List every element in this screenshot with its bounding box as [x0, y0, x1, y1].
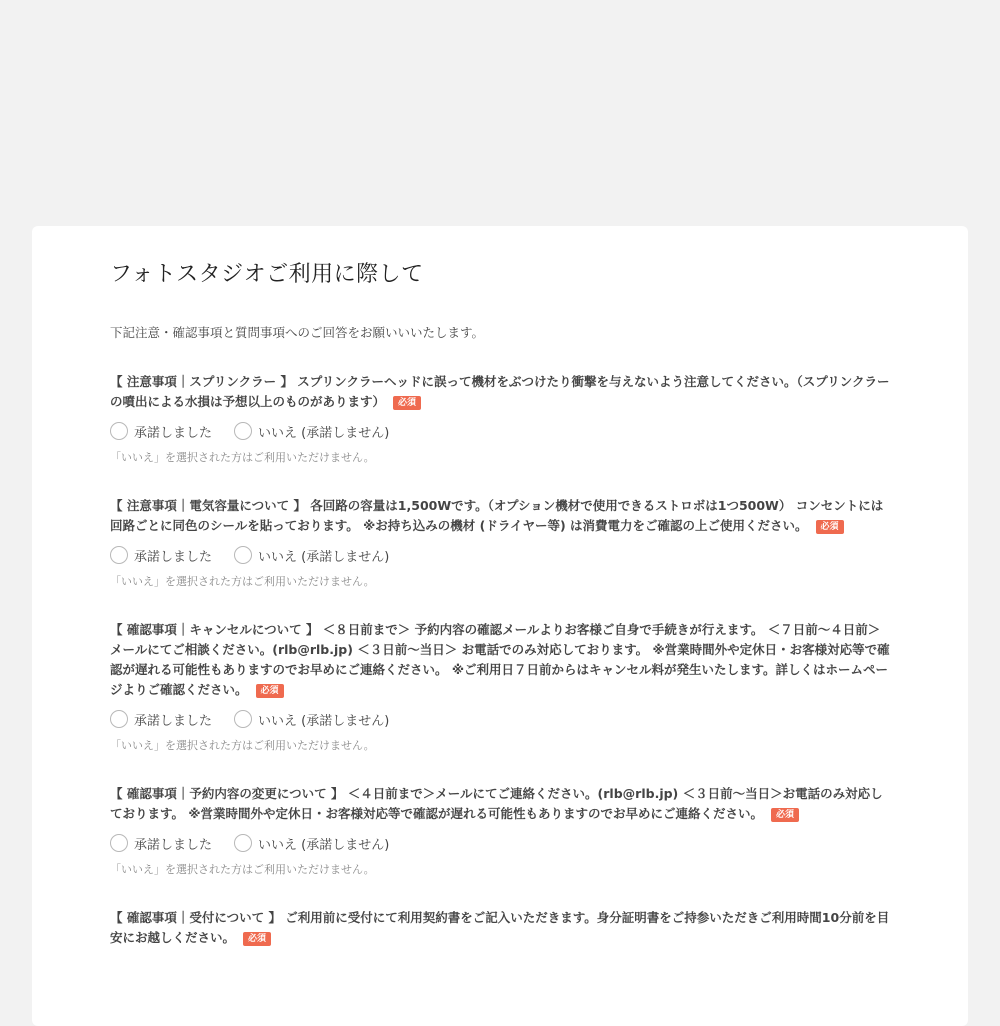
- option-decline[interactable]: [234, 546, 389, 565]
- decline-note: 「いいえ」を選択された方はご利用いただけません。: [110, 739, 375, 752]
- option-accept[interactable]: [110, 422, 212, 441]
- radio-group: [110, 706, 890, 732]
- question-reservation-change: [110, 784, 890, 878]
- question-text: 【 確認事項｜予約内容の変更について 】 ＜４日前まで＞メールにてご連絡ください。(rlb@rlb.jp) ＜３日前〜当日＞お電話のみ対応しております。 ※営業時間外や定休日・お客様対応等で確認が遅れる可能性もありますのでお早めにご連絡ください。: [110, 786, 883, 821]
- question-cancellation: [110, 620, 890, 754]
- option-accept[interactable]: [110, 834, 212, 853]
- radio-button[interactable]: [110, 546, 128, 564]
- radio-group: [110, 830, 890, 856]
- required-badge: 必須: [243, 932, 271, 946]
- option-decline-label: いいえ (承諾しません): [258, 837, 390, 853]
- option-accept-label: 承諾しました: [134, 425, 213, 441]
- option-accept-label: 承諾しました: [134, 837, 213, 853]
- option-decline[interactable]: [234, 422, 389, 441]
- radio-button[interactable]: [234, 710, 252, 728]
- radio-button[interactable]: [234, 546, 252, 564]
- radio-button[interactable]: [110, 422, 128, 440]
- option-accept[interactable]: [110, 546, 212, 565]
- decline-note: 「いいえ」を選択された方はご利用いただけません。: [110, 575, 375, 588]
- question-text: 【 確認事項｜キャンセルについて 】 ＜８日前まで＞ 予約内容の確認メールよりお客様ご自身で手続きが行えます。 ＜７日前〜４日前＞ メールにてご相談ください。(rlb@rlb.jp) ＜３日前〜当日＞ お電話でのみ対応しております。 ※営業時間外や定休日・お客様対応等で確認が遅れる可能性もありますのでお早めにご連絡ください。 ※ご利用日７日前からはキャンセル料が発生いたします。詳しくはホームページよりご確認ください。: [110, 622, 890, 697]
- question-electric-capacity: [110, 496, 890, 590]
- radio-group: [110, 418, 890, 444]
- option-accept-label: 承諾しました: [134, 713, 213, 729]
- radio-button[interactable]: [110, 710, 128, 728]
- radio-button[interactable]: [234, 834, 252, 852]
- question-sprinkler: [110, 372, 890, 466]
- decline-note: 「いいえ」を選択された方はご利用いただけません。: [110, 863, 375, 876]
- radio-button[interactable]: [234, 422, 252, 440]
- option-decline-label: いいえ (承諾しません): [258, 713, 390, 729]
- question-reception: [110, 908, 890, 948]
- radio-group: [110, 542, 890, 568]
- page-title: フォトスタジオご利用に際して: [110, 262, 424, 287]
- option-decline-label: いいえ (承諾しません): [258, 425, 390, 441]
- radio-button[interactable]: [110, 834, 128, 852]
- option-decline[interactable]: [234, 834, 389, 853]
- required-badge: 必須: [256, 684, 284, 698]
- form-card: [32, 226, 968, 1026]
- decline-note: 「いいえ」を選択された方はご利用いただけません。: [110, 451, 375, 464]
- required-badge: 必須: [771, 808, 799, 822]
- question-text: 【 確認事項｜受付について 】 ご利用前に受付にて利用契約書をご記入いただきます。身分証明書をご持参いただきご利用時間10分前を目安にお越しください。: [110, 910, 890, 945]
- question-text: 【 注意事項｜電気容量について 】 各回路の容量は1,500Wです。（オプション機材で使用できるストロボは1つ500W） コンセントには回路ごとに同色のシールを貼っております。 ※お持ち込みの機材 (ドライヤー等) は消費電力をご確認の上ご使用ください。: [110, 498, 884, 533]
- option-accept[interactable]: [110, 710, 212, 729]
- required-badge: 必須: [393, 396, 421, 410]
- option-decline[interactable]: [234, 710, 389, 729]
- required-badge: 必須: [816, 520, 844, 534]
- question-text: 【 注意事項｜スプリンクラー 】 スプリンクラーヘッドに誤って機材をぶつけたり衝撃を与えないよう注意してください。（スプリンクラーの噴出による水損は予想以上のものがあります）: [110, 374, 890, 409]
- form-intro: 下記注意・確認事項と質問事項へのご回答をお願いいいたします。: [110, 325, 485, 340]
- option-decline-label: いいえ (承諾しません): [258, 549, 390, 565]
- option-accept-label: 承諾しました: [134, 549, 213, 565]
